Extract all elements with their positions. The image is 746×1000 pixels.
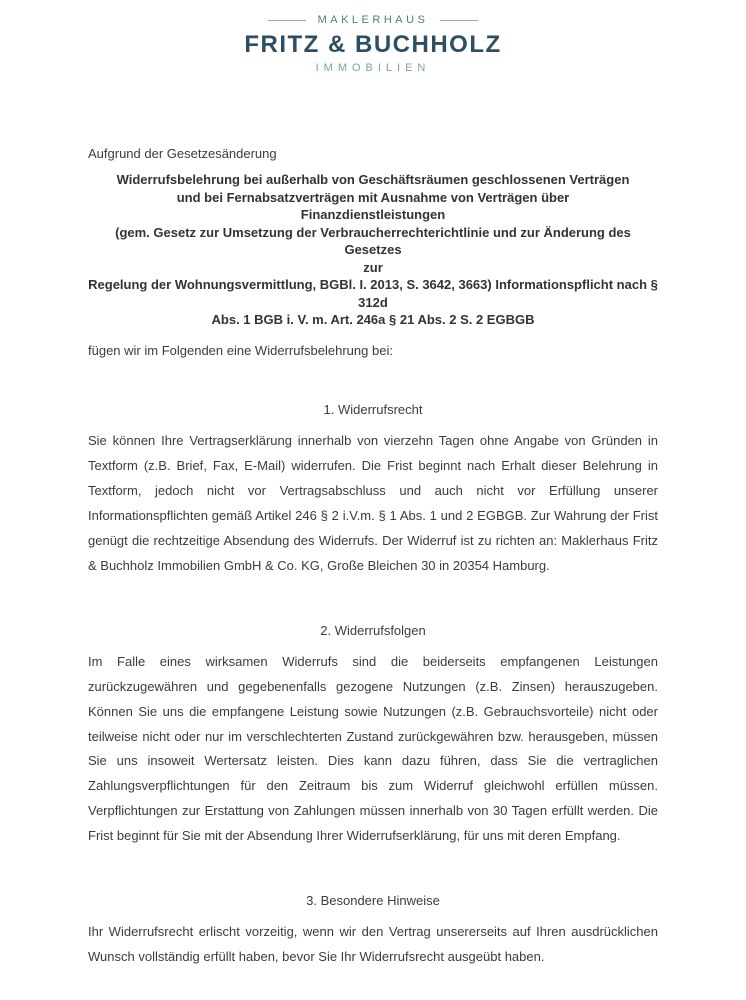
logo-divider-left [268,20,306,21]
document-body [88,146,658,970]
logo-divider-right [440,20,478,21]
title-line-6: Regelung der Wohnungsvermittlung, BGBl. I. 2013, S. 3642, 3663) Informationspflicht nach § [88,277,658,293]
title-line-1: Widerrufsbelehrung bei außerhalb von Geschäftsräumen geschlossenen Verträgen [116,172,630,187]
section-heading-2: 2. Widerrufsfolgen [320,622,426,638]
section-heading-1: 1. Widerrufsrecht [323,401,423,417]
title-line-3: Finanzdienstleistungen [300,207,446,223]
title-line-5: zur [363,259,383,275]
section-heading-3: 3. Besondere Hinweise [306,893,440,909]
section-besondere-hinweise [88,893,658,970]
logo-top-row [88,14,658,26]
section-widerrufsrecht [88,402,658,579]
logo-tagline-bottom: IMMOBILIEN [315,62,431,74]
section-paragraph-2: Im Falle eines wirksamen Widerrufs sind die beiderseits empfangenen Leistungen zurückzugewähren und gegebenenfalls gezogene Nutzungen (z.B. Zinsen) herauszugeben. Können Sie uns die empfangene Leistung sowie Nutzungen (z.B. Gebrauchsvorteile) nicht oder teilweise nicht oder nur im verschlechterten Zustand zurückgewähren bzw. herausgeben, müssen Sie uns insoweit Wertersatz leisten. Dies kann dazu führen, dass Sie die vertraglichen Zahlungsverpflichtungen für den Zeitraum bis zum Widerruf gleichwohl erfüllen müssen. Verpflichtungen zur Erstattung von Zahlungen müssen innerhalb von 30 Tagen erfüllt werden. Die Frist beginnt für Sie mit der Absendung Ihrer Widerrufserklärung, für uns mit deren Empfang. [88,653,658,844]
intro-line: Aufgrund der Gesetzesänderung [88,146,277,161]
title-line-8: Abs. 1 BGB i. V. m. Art. 246a § 21 Abs. 2 S. 2 EGBGB [211,312,535,328]
logo-company-name: FRITZ & BUCHHOLZ [244,31,502,58]
lead-line: fügen wir im Folgenden eine Widerrufsbelehrung bei: [88,342,393,358]
title-line-7: 312d [358,294,388,310]
section-paragraph-3: Ihr Widerrufsrecht erlischt vorzeitig, wenn wir den Vertrag unsererseits auf Ihren ausdrücklichen Wunsch vollständig erfüllt haben, bevor Sie Ihr Widerrufsrecht ausgeübt haben. [88,924,658,965]
title-line-4: (gem. Gesetz zur Umsetzung der Verbraucherrechterichtlinie und zur Änderung des Gesetzes [115,224,631,258]
title-line-2: und bei Fernabsatzverträgen mit Ausnahme von Verträgen über [176,189,570,205]
section-paragraph-1: Sie können Ihre Vertragserklärung innerhalb von vierzehn Tagen ohne Angabe von Gründen in Textform (z.B. Brief, Fax, E-Mail) widerrufen. Die Frist beginnt nach Erhalt dieser Belehrung in Textform, jedoch nicht vor Vertragsabschluss und auch nicht vor Erfüllung unserer Informationspflichten gemäß Artikel 246 § 2 i.V.m. § 1 Abs. 1 und 2 EGBGB. Zur Wahrung der Frist genügt die rechtzeitige Absendung des Widerrufs. Der Widerruf ist zu richten an: Maklerhaus Fritz & Buchholz Immobilien GmbH & Co. KG, Große Bleichen 30 in 20354 Hamburg. [88,432,658,573]
section-widerrufsfolgen [88,623,658,850]
company-logo [88,14,658,74]
logo-tagline-top: MAKLERHAUS [317,14,429,26]
document-title [88,171,658,329]
